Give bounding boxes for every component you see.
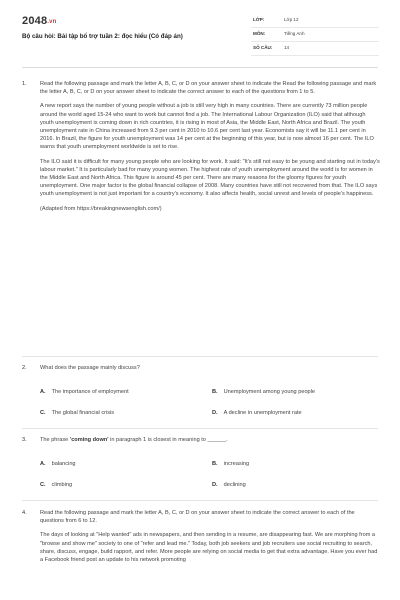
answer-option[interactable] [212, 410, 302, 416]
option-letter: C. [40, 410, 46, 416]
option-text: climbing [51, 482, 73, 488]
logo-suffix: .vn [47, 19, 57, 25]
question-number: 2. [22, 365, 27, 371]
meta-value: Tiếng Anh [284, 31, 305, 36]
meta-row-class [251, 14, 379, 28]
passage-paragraph: The ILO said it is difficult for many young people who are looking for work. It said: "It's still not easy to be young and starting out in today's labour market." It is particularly bad for many young women. The highest rate of youth unemployment around the world is for women in the Middle East and North Africa. This figure is around 45 per cent. There are many reasons for the gloomy figures for youth unemployment. One major factor is the global financial collapse of 2008. Many countries have still not recovered from that. The ILO says youth unemployment is not just important for a country's economy. It also affects health, social unrest and levels of people's happiness. [40, 158, 380, 198]
answer-option[interactable] [40, 389, 129, 395]
question-stem [40, 437, 228, 443]
answer-option[interactable] [40, 482, 72, 488]
option-letter: B. [212, 389, 218, 395]
meta-value: 14 [284, 45, 290, 50]
meta-value: Lớp 12 [284, 17, 299, 22]
question-1-block [40, 80, 380, 219]
question-divider [22, 428, 378, 429]
meta-label: SỐ CÂU: [253, 45, 273, 50]
option-letter: A. [40, 461, 46, 467]
site-logo[interactable] [22, 15, 57, 27]
document-meta-table [251, 14, 379, 56]
logo-number: 2048 [22, 15, 48, 27]
option-letter: A. [40, 389, 46, 395]
question-instruction: Read the following passage and mark the letter A, B, C, or D on your answer sheet to indicate the correct answer to each of the questions from 6 to 12. [40, 510, 355, 525]
stem-highlight: 'coming down' [69, 437, 109, 443]
option-letter: D. [212, 410, 218, 416]
passage-paragraph: The days of looking at "Help wanted" ads in newspapers, and then sending in a resume, are disappearing fast. We are morphing from a "browse and show me" society to one of "refer and lead me." Today, both job seekers and job recruiters use social recruiting to search, share, discuss, engage, build rapport, and refer. More people are relying on social media to get that extra advantage. Have you ever had a Facebook friend post an update to his network promoting [40, 532, 378, 564]
option-text: A decline in unemployment rate [223, 410, 302, 416]
answer-option[interactable] [40, 461, 76, 467]
option-letter: C. [40, 482, 46, 488]
option-text: balancing [51, 461, 76, 467]
passage-paragraph: A new report says the number of young people without a job is still very high in many countries. There are currently 73 million people around the world aged 15-24 who want to work but cannot find a job. The International Labour Organization (ILO) said that although youth unemployment is coming down in rich countries, it is rising in most of Asia, the Middle East, North Africa and Brazil. The youth unemployment rate in China increased from 9.3 per cent in 2010 to 10.6 per cent last year. Economists say it will be 11.1 per cent in 2016. In Brazil, the figure for youth unemployment was 14 per cent at the beginning of this year, but is now almost 16 per cent. The ILO warns that youth unemployment worldwide is set to rise. [40, 103, 374, 151]
question-stem: What does the passage mainly discuss? [40, 365, 140, 371]
page-header [0, 0, 400, 66]
stem-text: The phrase [40, 437, 70, 443]
meta-row-question-count [251, 42, 379, 56]
answer-option[interactable] [212, 482, 246, 488]
answer-option[interactable] [40, 410, 114, 416]
option-text: Unemployment among young people [223, 389, 316, 395]
option-letter: B. [212, 461, 218, 467]
header-divider [22, 67, 378, 68]
question-number: 3. [22, 437, 27, 443]
answer-option[interactable] [212, 389, 315, 395]
question-number: 4. [22, 510, 27, 516]
answer-option[interactable] [212, 461, 249, 467]
stem-text: in paragraph 1 is closest in meaning to ______. [108, 437, 228, 443]
meta-label: MÔN: [253, 31, 266, 36]
option-text: The importance of employment [51, 389, 129, 395]
question-divider [22, 500, 378, 501]
question-number: 1. [22, 81, 27, 87]
option-text: increasing [223, 461, 250, 467]
option-text: declining [223, 482, 246, 488]
question-instruction: Read the following passage and mark the letter A, B, C, or D on your answer sheet to indicate the Read the following passage and mark the letter A, B, C, or D on your answer sheet to indicate the correct answer to each of the questions from 1 to 5. [40, 81, 377, 96]
option-text: The global financial crisis [51, 410, 115, 416]
question-divider [22, 356, 378, 357]
meta-label: LỚP: [253, 17, 265, 22]
document-title: Bộ câu hỏi: Bài tập bổ trợ tuần 2: đọc hiểu (Có đáp án) [22, 33, 183, 40]
question-4-block [40, 509, 380, 570]
option-letter: D. [212, 482, 218, 488]
passage-source: (Adapted from https://breakingnewsenglish.com/) [40, 205, 162, 212]
meta-row-subject [251, 28, 379, 42]
